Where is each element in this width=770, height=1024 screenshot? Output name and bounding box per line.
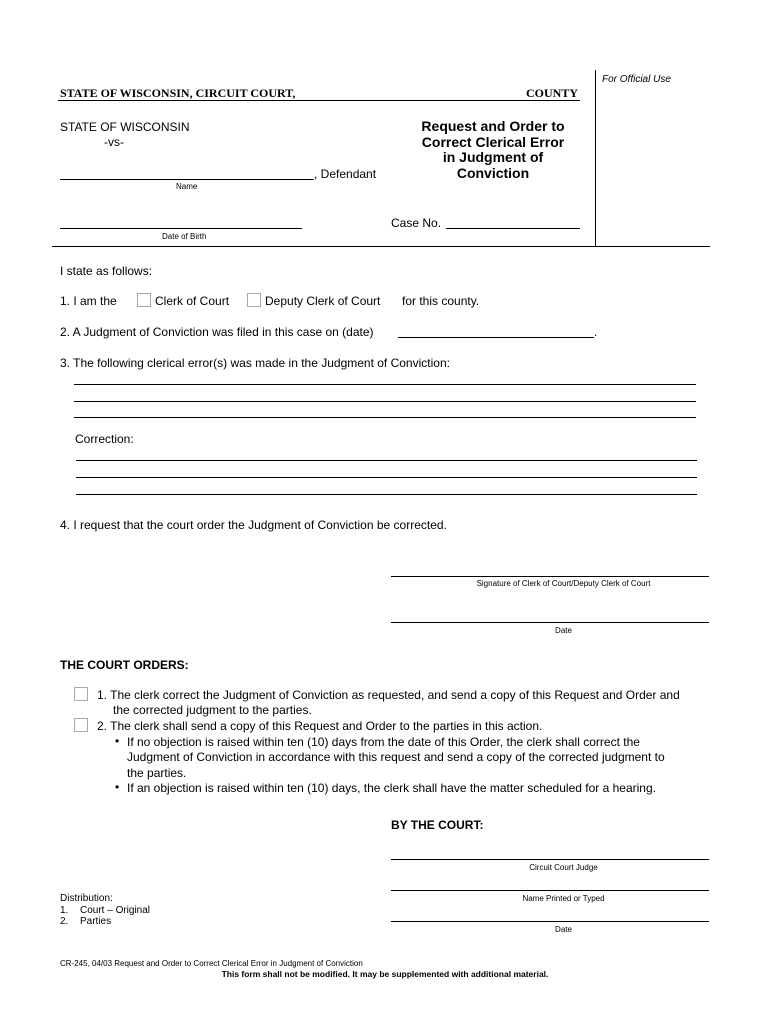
distribution-item: 2. Parties [60, 916, 112, 927]
dob-line[interactable] [60, 228, 302, 229]
correction-label: Correction: [75, 432, 134, 446]
official-use-divider [595, 70, 596, 246]
caption-bottom-rule [52, 246, 710, 247]
judge-signature-line[interactable] [391, 859, 709, 860]
bullet1-line2: Judgment of Conviction in accordance with this request and send a copy of the corrected judgment to [127, 750, 665, 764]
name-field-label: Name [176, 182, 198, 191]
order1-line2: the corrected judgment to the parties. [113, 703, 312, 717]
bullet2-text: If an objection is raised within ten (10) days, the clerk shall have the matter scheduled for a hearing. [127, 781, 656, 795]
case-no-line[interactable] [446, 228, 580, 229]
item2-period: . [594, 325, 598, 339]
form-id-footer: CR-245, 04/03 Request and Order to Correct Clerical Error in Judgment of Conviction [60, 959, 363, 968]
bullet1-line1: If no objection is raised within ten (10) days from the date of this Order, the clerk shall correct the [127, 735, 640, 749]
order1-line1: 1. The clerk correct the Judgment of Conviction as requested, and send a copy of this Request and Order and [97, 688, 680, 702]
item3-text: 3. The following clerical error(s) was made in the Judgment of Conviction: [60, 356, 450, 370]
modification-notice: This form shall not be modified. It may be supplemented with additional material. [221, 969, 549, 979]
defendant-name-line[interactable] [60, 179, 314, 180]
clerk-signature-label: Signature of Clerk of Court/Deputy Clerk of Court [476, 579, 651, 588]
intro-text: I state as follows: [60, 264, 153, 278]
order2-checkbox[interactable] [74, 718, 88, 732]
court-date-line[interactable] [391, 921, 709, 922]
official-use-label: For Official Use [602, 74, 671, 85]
order1-checkbox[interactable] [74, 687, 88, 701]
title-line-4: Conviction [456, 164, 530, 181]
judge-label: Circuit Court Judge [529, 863, 598, 872]
correction-line-3[interactable] [76, 494, 697, 495]
error-line-2[interactable] [74, 401, 696, 402]
item1-prefix: 1. I am the [60, 294, 117, 308]
defendant-label: , Defendant [314, 167, 377, 181]
bullet-icon: • [115, 734, 120, 748]
error-line-3[interactable] [74, 417, 696, 418]
court-date-label: Date [555, 925, 572, 934]
court-heading: STATE OF WISCONSIN, CIRCUIT COURT, [60, 86, 296, 100]
deputy-clerk-label: Deputy Clerk of Court [265, 294, 381, 308]
clerk-date-label: Date [555, 626, 572, 635]
item2-text: 2. A Judgment of Conviction was filed in this case on (date) [60, 325, 374, 339]
order2-text: 2. The clerk shall send a copy of this Request and Order to the parties in this action. [97, 719, 543, 733]
deputy-clerk-checkbox[interactable] [247, 293, 261, 307]
county-label: COUNTY [526, 86, 579, 100]
correction-line-2[interactable] [76, 477, 697, 478]
error-line-1[interactable] [74, 384, 696, 385]
form-title [396, 119, 590, 181]
bullet-icon: • [115, 780, 120, 794]
vs-label: -vs- [104, 135, 124, 149]
state-label: STATE OF WISCONSIN [60, 120, 190, 134]
title-line-2: Correct Clerical Error [421, 133, 565, 150]
clerk-of-court-label: Clerk of Court [155, 294, 230, 308]
dob-field-label: Date of Birth [162, 232, 207, 241]
distribution-heading: Distribution: [60, 893, 113, 904]
clerk-signature-line[interactable] [391, 576, 709, 577]
bullet1-line3: the parties. [127, 766, 187, 780]
judgment-date-line[interactable] [398, 337, 594, 338]
case-no-label: Case No. [391, 216, 442, 230]
distribution-block [60, 893, 150, 928]
court-heading-underline [58, 100, 580, 101]
item1-suffix: for this county. [402, 294, 480, 308]
clerk-of-court-checkbox[interactable] [137, 293, 151, 307]
item4-text: 4. I request that the court order the Judgment of Conviction be corrected. [60, 518, 447, 532]
clerk-date-line[interactable] [391, 622, 709, 623]
by-court-heading: BY THE COURT: [391, 818, 484, 832]
distribution-item: 1. Court – Original [60, 904, 151, 916]
name-printed-line[interactable] [391, 890, 709, 891]
title-line-1: Request and Order to [421, 118, 565, 134]
name-printed-label: Name Printed or Typed [522, 894, 605, 903]
title-line-3: in Judgment of [442, 149, 544, 165]
court-orders-heading: THE COURT ORDERS: [60, 658, 189, 672]
correction-line-1[interactable] [76, 460, 697, 461]
